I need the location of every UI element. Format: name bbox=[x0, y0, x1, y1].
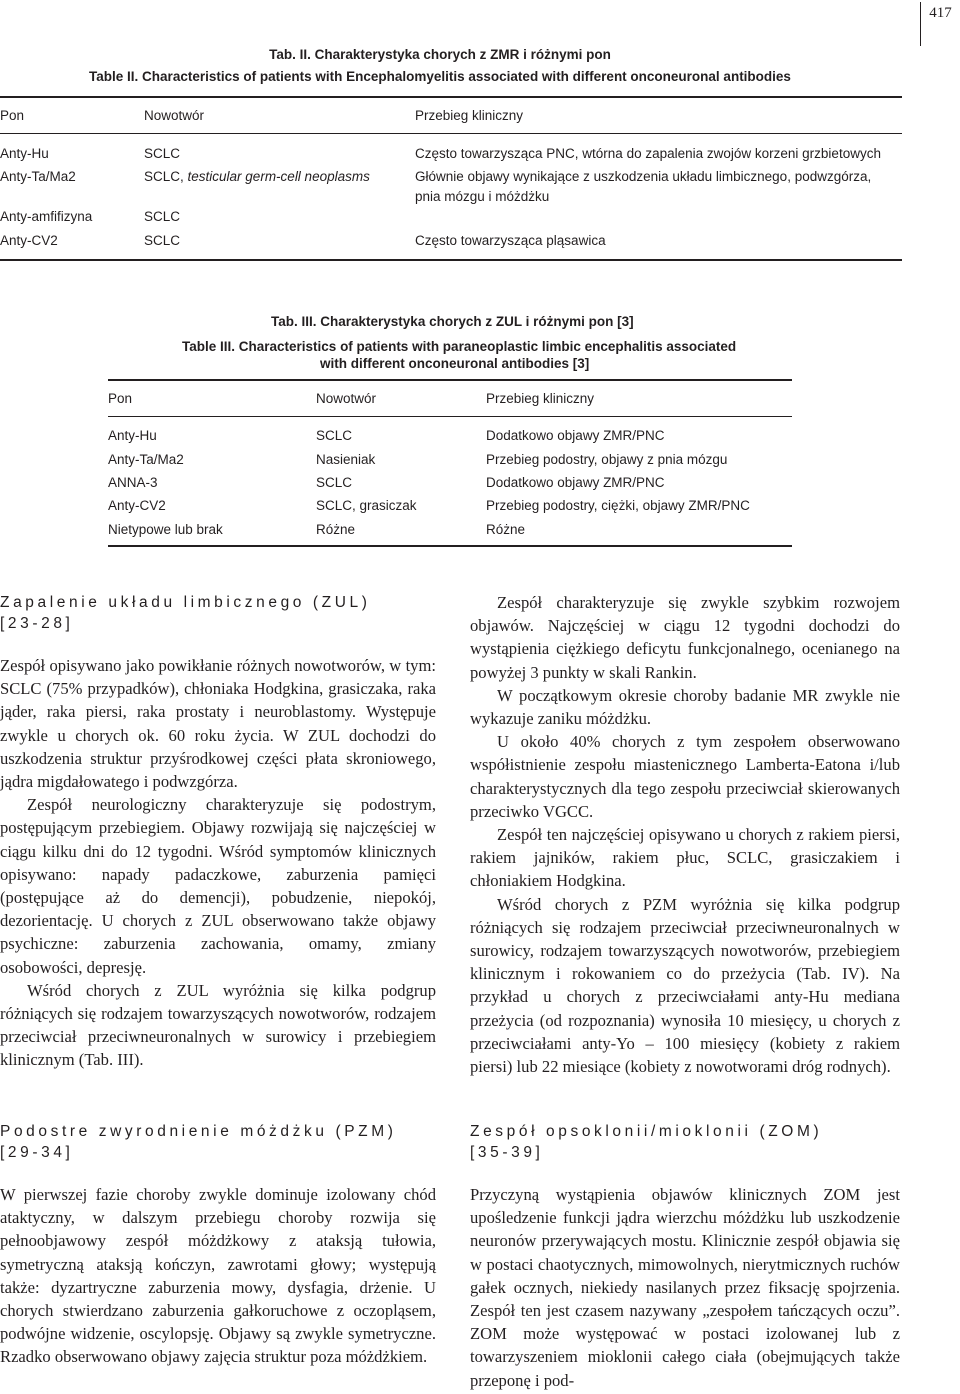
table3-cell-course: Dodatkowo objawy ZMR/PNC bbox=[486, 428, 665, 443]
table2-cell-tumor-italic: testicular germ-cell neoplasms bbox=[187, 169, 370, 184]
table3-cell-tumor: SCLC bbox=[316, 428, 353, 443]
paragraph: Zespół opisywano jako powikłanie różnych nowotworów, w tym: SCLC (75% przypadków), chłoniaka Hodgkina, grasiczaka, raka jąder, raka piersi, raka prostaty i neuroblastomy. Występuje zwykle u chorych ok. 60 roku życia. W ZUL dochodzi do uszkodzenia struktur przyśrodkowej części płata skroniowego, jądra migdałowatego i podwzgórza. bbox=[0, 656, 436, 792]
paragraph: Wśród chorych z ZUL wyróżnia się kilka podgrup różniących się rodzajem towarzyszących nowotworów, rodzajem przeciwciał przeciwneuronalnych w surowicy i przebiegiem klinicznym (Tab. III). bbox=[0, 980, 436, 1070]
table3-cell-course: Dodatkowo objawy ZMR/PNC bbox=[486, 475, 665, 490]
section-title-zul: Zapalenie układu limbicznego (ZUL) bbox=[0, 594, 371, 611]
right-column-text bbox=[470, 591, 900, 1078]
section-refs-zul: [23-28] bbox=[0, 615, 74, 632]
table2-cell-course-line2: pnia mózgu i móżdżku bbox=[415, 189, 550, 204]
table2-cell-course: Często towarzysząca PNC, wtórna do zapalenia zwojów korzeni grzbietowych bbox=[415, 146, 881, 161]
table3-cell-tumor: SCLC bbox=[316, 475, 353, 490]
paragraph: Zespół charakteryzuje się zwykle szybkim rozwojem objawów. Najczęściej w ciągu 12 tygodni dochodzi do wystąpienia ciężkiego deficytu funkcjonalnego, ocenianego na powyżej 3 punkty w skali Rankin. bbox=[470, 593, 900, 682]
table3-cell-tumor: SCLC, grasiczak bbox=[316, 498, 417, 513]
table3-cell-pon: Anty-CV2 bbox=[108, 498, 166, 513]
table2-cell-tumor-main: SCLC, bbox=[144, 169, 184, 184]
table3-header-course: Przebieg kliniczny bbox=[486, 391, 595, 406]
table2-cell-pon: Anty-amfifizyna bbox=[0, 209, 93, 224]
table2-caption-pl: Tab. II. Charakterystyka chorych z ZMR i różnymi pon bbox=[269, 47, 611, 62]
section-title-zom: Zespół opsoklonii/mioklonii (ZOM) bbox=[470, 1123, 823, 1140]
table3-cell-pon: Anty-Hu bbox=[108, 428, 157, 443]
table2-cell-tumor: SCLC bbox=[144, 233, 181, 248]
paragraph: Zespół ten najczęściej opisywano u chorych z rakiem piersi, rakiem jajników, rakiem płuc, SCLC, grasiczakiem i chłoniakiem Hodgkina. bbox=[470, 825, 900, 891]
table2-cell-pon: Anty-CV2 bbox=[0, 233, 58, 248]
section-title-pzm: Podostre zwyrodnienie móżdżku (PZM) bbox=[0, 1123, 397, 1140]
table3-cell-pon: Anty-Ta/Ma2 bbox=[108, 452, 184, 467]
table3-header-tumor: Nowotwór bbox=[316, 391, 377, 406]
left-column-section2 bbox=[0, 1121, 436, 1369]
table2-cell-tumor: SCLC bbox=[144, 209, 181, 224]
table3-caption-en-line1: Table III. Characteristics of patients with paraneoplastic limbic encephalitis associated bbox=[182, 339, 737, 354]
left-column-section1 bbox=[0, 592, 436, 1072]
table3-cell-course: Przebieg podostry, ciężki, objawy ZMR/PNC bbox=[486, 498, 750, 513]
table2-header-pon: Pon bbox=[0, 108, 25, 123]
table2-cell-pon: Anty-Ta/Ma2 bbox=[0, 169, 76, 184]
table3-caption-en-line2: with different onconeuronal antibodies [3] bbox=[320, 356, 590, 371]
paragraph: W początkowym okresie choroby badanie MR zwykle nie wykazuje zaniku móżdżku. bbox=[470, 685, 900, 729]
table3-cell-tumor: Nasieniak bbox=[316, 452, 376, 467]
table3-cell-pon: ANNA-3 bbox=[108, 475, 158, 490]
table3 bbox=[108, 391, 792, 551]
section-refs-zom: [35-39] bbox=[470, 1144, 544, 1161]
paragraph: U około 40% chorych z tym zespołem obserwowano współistnienie zespołu miastenicznego Lamberta-Eatona i/lub charakterystycznych dla tego zespołu przeciwciał skierowanych przeciwko VGCC. bbox=[470, 732, 900, 821]
table2-cell-tumor bbox=[144, 169, 370, 184]
table3-cell-course: Przebieg podostry, objawy z pnia mózgu bbox=[486, 452, 728, 467]
table2-top-rule bbox=[0, 96, 902, 98]
table3-caption-pl: Tab. III. Charakterystyka chorych z ZUL i różnymi pon [3] bbox=[271, 314, 634, 329]
table3-header-rule bbox=[108, 416, 792, 417]
right-column-section3 bbox=[470, 1121, 900, 1392]
paragraph: Przyczyną wystąpienia objawów klinicznych ZOM jest upośledzenie funkcji jądra wierzchu móżdżku lub uszkodzenie neuronów przerywających mostu. Klinicznie zespół objawia się w postaci chaotycznych, mimowolnych, nierytmicznych ruchów gałek ocznych, niekiedy nasilanych przez fiksację spojrzenia. Zespół ten jest czasem nazywany „zespołem tańczących oczu”. ZOM może występować w postaci izolowanej lub z towarzyszeniem mioklonii całego ciała (obejmujących także przeponę i pod- bbox=[470, 1185, 900, 1390]
table3-cell-tumor: Różne bbox=[316, 522, 356, 537]
table3-bottom-rule bbox=[108, 545, 792, 547]
table2-cell-course: Głównie objawy wynikające z uszkodzenia układu limbicznego, podwzgórza, bbox=[415, 169, 872, 184]
table3-cell-course: Różne bbox=[486, 522, 526, 537]
table2-bottom-rule bbox=[0, 259, 902, 261]
page-number: 417 bbox=[920, 2, 960, 46]
paragraph: W pierwszej fazie choroby zwykle dominuje izolowany chód ataktyczny, w dalszym przebiegu choroby rozwija się pełnoobjawowy zespół móżdżkowy z ataksją tułowia, symetryczną ataksją kończyn, zawrotami głowy; występują także: dyzartryczne zaburzenia mowy, dysfagia, drżenie. U chorych stwierdzano zaburzenia gałkoruchowe z oczopląsem, podwójne widzenie, oscylopsję. Objawy są zwykle symetryczne. Rzadko obserwowano objawy zajęcia struktur poza móżdżkiem. bbox=[0, 1185, 436, 1367]
table2-header-tumor: Nowotwór bbox=[144, 108, 205, 123]
table2-cell-pon: Anty-Hu bbox=[0, 146, 49, 161]
table3-top-rule bbox=[108, 379, 792, 381]
section-refs-pzm: [29-34] bbox=[0, 1144, 74, 1161]
table3-cell-pon: Nietypowe lub brak bbox=[108, 522, 223, 537]
table2-cell-course: Często towarzysząca pląsawica bbox=[415, 233, 606, 248]
paragraph: Zespół neurologiczny charakteryzuje się podostrym, postępującym przebiegiem. Objawy rozwijają się najczęściej w ciągu kilku dni do 12 tygodni. Wśród symptomów klinicznych opisywano: napady padaczkowe, zaburzenia pamięci (postępujące aż do demencji), pobudzenie, niepokój, dezorientację. U chorych z ZUL obserwowano także objawy psychiczne: zaburzenia zachowania, omamy, zmiany osobowości, depresję. bbox=[0, 795, 436, 977]
table2-caption-en: Table II. Characteristics of patients with Encephalomyelitis associated with different onconeuronal antibodies bbox=[89, 69, 791, 84]
table2-cell-tumor: SCLC bbox=[144, 146, 181, 161]
table3-header-pon: Pon bbox=[108, 391, 133, 406]
paragraph: Wśród chorych z PZM wyróżnia się kilka podgrup różniących się rodzajem przeciwciał przeciwneuronalnych w surowicy, rodzajem towarzyszących nowotworów, przebiegiem klinicznym i rokowaniem co do przeżycia (Tab. IV). Na przykład u chorych z przeciwciałami anty-Hu mediana przeżycia (od rozpoznania) wynosiła 10 miesięcy, u chorych z przeciwciałami anty-Yo – 100 miesięcy (kobiety z rakiem piersi) lub 22 miesiące (kobiety z nowotworami dróg rodnych). bbox=[470, 894, 900, 1077]
table2 bbox=[0, 108, 902, 268]
table2-header-course: Przebieg kliniczny bbox=[415, 108, 524, 123]
table2-header-rule bbox=[0, 133, 902, 134]
